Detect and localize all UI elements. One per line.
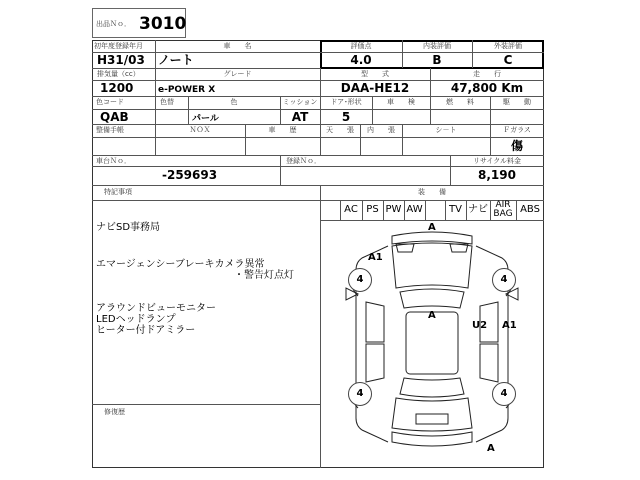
row-divider	[92, 404, 320, 405]
label-divider	[92, 137, 544, 138]
grade-value: e-POWER X	[158, 85, 216, 95]
lot-number: 3010	[139, 14, 187, 34]
doors-label: ドア･形状	[330, 98, 362, 106]
equip-navi: ナビ	[468, 204, 488, 215]
seat-label: シ－ト	[435, 126, 457, 134]
color-code-label: 色コード	[96, 98, 124, 106]
note-item: ・警告灯点灯	[234, 270, 294, 281]
col-divider	[155, 96, 156, 124]
damage-mark-right-door-u2: U2	[472, 320, 488, 331]
tire-front-right: 4	[492, 268, 516, 292]
mission-label: ミッション	[282, 98, 318, 106]
fuel-label: 燃 料	[446, 98, 474, 106]
reg-date-label: 初年度登録年月	[94, 42, 143, 50]
label-divider	[92, 166, 544, 167]
history-label: 車 歴	[268, 126, 297, 134]
row-divider	[92, 155, 544, 156]
equip-airbag: AIR BAG	[493, 200, 513, 219]
score-value: 4.0	[350, 53, 372, 67]
color-label: 色	[230, 98, 238, 106]
recycle-label: リサイクル料金	[472, 157, 522, 165]
mileage-label: 走 行	[473, 70, 501, 78]
lot-number-label: 出品Ｎｏ．	[96, 20, 131, 28]
chassis-value: -259693	[162, 168, 218, 182]
right-door-outline	[480, 344, 498, 382]
windshield-outline	[400, 289, 464, 308]
doors-value: 5	[341, 110, 351, 124]
color-value: パール	[192, 114, 219, 124]
tire-front-left: 4	[348, 268, 372, 292]
damage-mark-roof: A	[428, 310, 436, 321]
model-label: 型 式	[361, 70, 389, 78]
note-item: アラウンドビューモニター	[96, 303, 216, 314]
exterior-score-value: C	[503, 53, 513, 67]
displacement-label: 排気量（cc）	[97, 70, 140, 78]
front-bumper-outline	[392, 232, 472, 244]
tire-rear-left: 4	[348, 382, 372, 406]
drive-label: 駆 動	[503, 98, 531, 106]
rear-window-outline	[400, 378, 464, 397]
car-name-label: 車 名	[223, 42, 252, 50]
note-item: LEDヘッドランプ	[96, 314, 176, 325]
roof-outline	[406, 312, 458, 374]
mission-value: AT	[291, 110, 309, 124]
rear-bumper-outline	[392, 432, 472, 446]
score-label: 評価点	[350, 42, 372, 50]
color-code-value: QAB	[100, 110, 129, 124]
inspection-label: 車 検	[387, 98, 415, 106]
note-item: ナビSD事務局	[96, 222, 161, 233]
damage-mark-right-side: A1	[502, 320, 517, 331]
interior-score-label: 内装評価	[423, 42, 451, 50]
lot-number-box	[92, 8, 186, 38]
glass-label: Ｆガラス	[503, 126, 531, 134]
roof-label: 天 張	[326, 126, 354, 134]
exterior-score-label: 外装評価	[494, 42, 522, 50]
interior-score-value: B	[432, 53, 442, 67]
displacement-value: 1200	[100, 81, 134, 95]
model-value: DAA-HE12	[340, 81, 410, 95]
car-name-value: ノート	[158, 53, 194, 67]
tire-rear-right: 4	[492, 382, 516, 406]
damage-mark-front-bumper: A	[428, 222, 436, 233]
reg-date-value: H31/03	[97, 53, 145, 67]
damage-mark-left-front: A1	[368, 252, 383, 263]
row-divider	[92, 124, 544, 125]
car-diagram	[322, 222, 542, 466]
row-divider	[92, 185, 544, 186]
color-swap-label: 色替	[160, 98, 174, 106]
note-item: エマージェンシーブレーキカメラ異常	[96, 259, 265, 270]
recycle-value: 8,190	[478, 168, 516, 182]
equip-abs: ABS	[520, 204, 540, 215]
equip-blank	[425, 200, 445, 220]
interior-trim-label: 内 張	[367, 126, 395, 134]
manual-label: 整備手帳	[96, 126, 124, 134]
equip-aw: AW	[406, 204, 423, 215]
notes-title: 特記事項	[104, 188, 132, 196]
col-divider	[320, 185, 321, 468]
equipment-title: 装 備	[418, 188, 446, 196]
chassis-label: 車台Ｎｏ．	[96, 157, 131, 165]
equip-ac: AC	[344, 204, 358, 215]
glass-value: 傷	[510, 139, 523, 153]
nox-label: ＮＯＸ	[189, 126, 211, 134]
note-item: ヒーター付ドアミラー	[96, 325, 196, 336]
damage-mark-rear-bumper: A	[487, 443, 495, 454]
mileage-value: 47,800 Km	[450, 81, 524, 95]
left-door-outline	[366, 302, 384, 342]
equip-pw: PW	[385, 204, 402, 215]
col-divider	[280, 155, 281, 185]
grade-label: グレード	[223, 70, 252, 78]
equip-tv: TV	[449, 204, 462, 215]
registration-label: 登録Ｎｏ．	[286, 157, 321, 165]
left-door-outline	[366, 344, 384, 382]
repair-title: 修復歴	[104, 408, 125, 416]
hood-outline	[392, 243, 472, 288]
license-plate-outline	[416, 414, 448, 424]
equip-ps: PS	[366, 204, 379, 215]
